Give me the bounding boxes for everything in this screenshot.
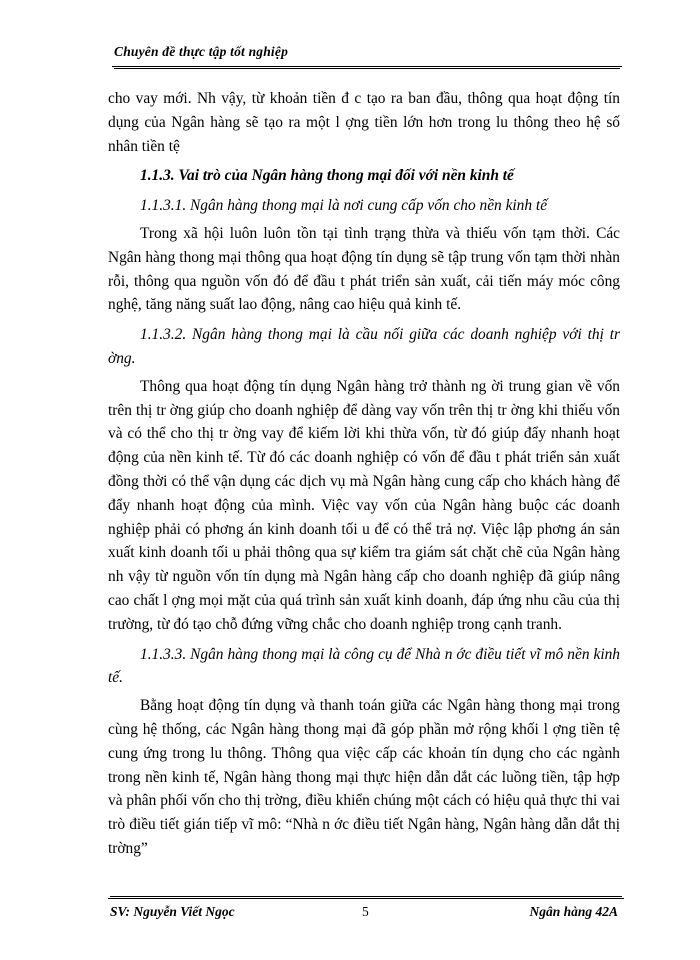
page-header [112, 42, 622, 67]
subsection-heading: 1.1.3.3. Ngân hàng thong mại là công cụ để Nhà n ớc điều tiết vĩ mô nền kinh tế. [108, 645, 620, 687]
paragraph: Thông qua hoạt động tín dụng Ngân hàng trở thành ng ời trung gian về vốn trên thị tr ờng giúp cho doanh nghiệp để dàng vay vốn trên thị tr ờng khi thiếu vốn và có thể cho thị tr ờng vay để kiếm lời khi thừa vốn, từ đó giúp đẩy nhanh hoạt động của nền kinh tế. Từ đó các doanh nghiệp có vốn để đầu t phát triển sản xuất đồng thời có thể vận dụng các dịch vụ mà Ngân hàng cung cấp cho khách hàng để đẩy nhanh hoạt động của mình. Việc vay vốn của Ngân hàng buộc các doanh nghiệp phải có phơng án kinh doanh tối u để có thể trả nợ. Việc lập phơng án sản xuất kinh doanh tối u phải thông qua sự kiểm tra giám sát chặt chẽ của Ngân hàng nh vậy từ nguồn vốn tín dụng mà Ngân hàng cấp cho doanh nghiệp đã giúp nâng cao chất l ợng mọi mặt của quá trình sản xuất kinh doanh, đáp ứng nhu cầu của thị trường, từ đó tạo chỗ đứng vững chắc cho doanh nghiệp trong cạnh tranh. [108, 377, 620, 633]
paragraph: Trong xã hội luôn luôn tồn tại tình trạng thừa và thiếu vốn tạm thời. Các Ngân hàng thong mại thông qua hoạt động tín dụng sẽ tập trung vốn tạm thời nhàn rỗi, thông qua nguồn vốn đó để đầu t phát triển sản xuất, cải tiến máy móc công nghệ, tăng năng suất lao động, nâng cao hiệu quả kinh tế. [108, 224, 620, 314]
page-footer [108, 898, 624, 917]
page-number: 5 [362, 904, 369, 919]
subsection-heading: 1.1.3.1. Ngân hàng thong mại là nơi cung cấp vốn cho nền kinh tế [140, 197, 548, 215]
footer-class: Ngân hàng 42A [529, 904, 618, 919]
header-title: Chuyên đề thực tập tốt nghiệp [114, 44, 289, 59]
footer-author: SV: Nguyễn Viết Ngọc [110, 904, 235, 919]
paragraph: cho vay mới. Nh vậy, từ khoản tiền đ c tạo ra ban đầu, thông qua hoạt động tín dụng của Ngân hàng sẽ tạo ra một l ợng tiền lớn hơn trong lu thông theo hệ số nhân tiền tệ [108, 90, 620, 155]
paragraph: Bằng hoạt động tín dụng và thanh toán giữa các Ngân hàng thong mại trong cùng hệ thống, các Ngân hàng thong mại đã góp phần mở rộng khối l ợng tiền tệ cung ứng trong lu thông. Thông qua việc cấp các khoản tín dụng cho các ngành trong nền kinh tế, Ngân hàng thong mại thực hiện dẫn dắt các luồng tiền, tập hợp và phân phối vốn cho thị trờng, điều khiển chúng một cách có hiệu quả thực thi vai trò điều tiết gián tiếp vĩ mô: “Nhà n ớc điều tiết Ngân hàng, Ngân hàng dẫn dắt thị trờng” [108, 697, 620, 857]
page-body [108, 87, 620, 861]
section-heading: 1.1.3. Vai trò của Ngân hàng thong mại đối với nền kinh tế [140, 167, 514, 185]
subsection-heading: 1.1.3.2. Ngân hàng thong mại là cầu nối giữa các doanh nghiệp với thị tr ờng. [108, 326, 620, 367]
